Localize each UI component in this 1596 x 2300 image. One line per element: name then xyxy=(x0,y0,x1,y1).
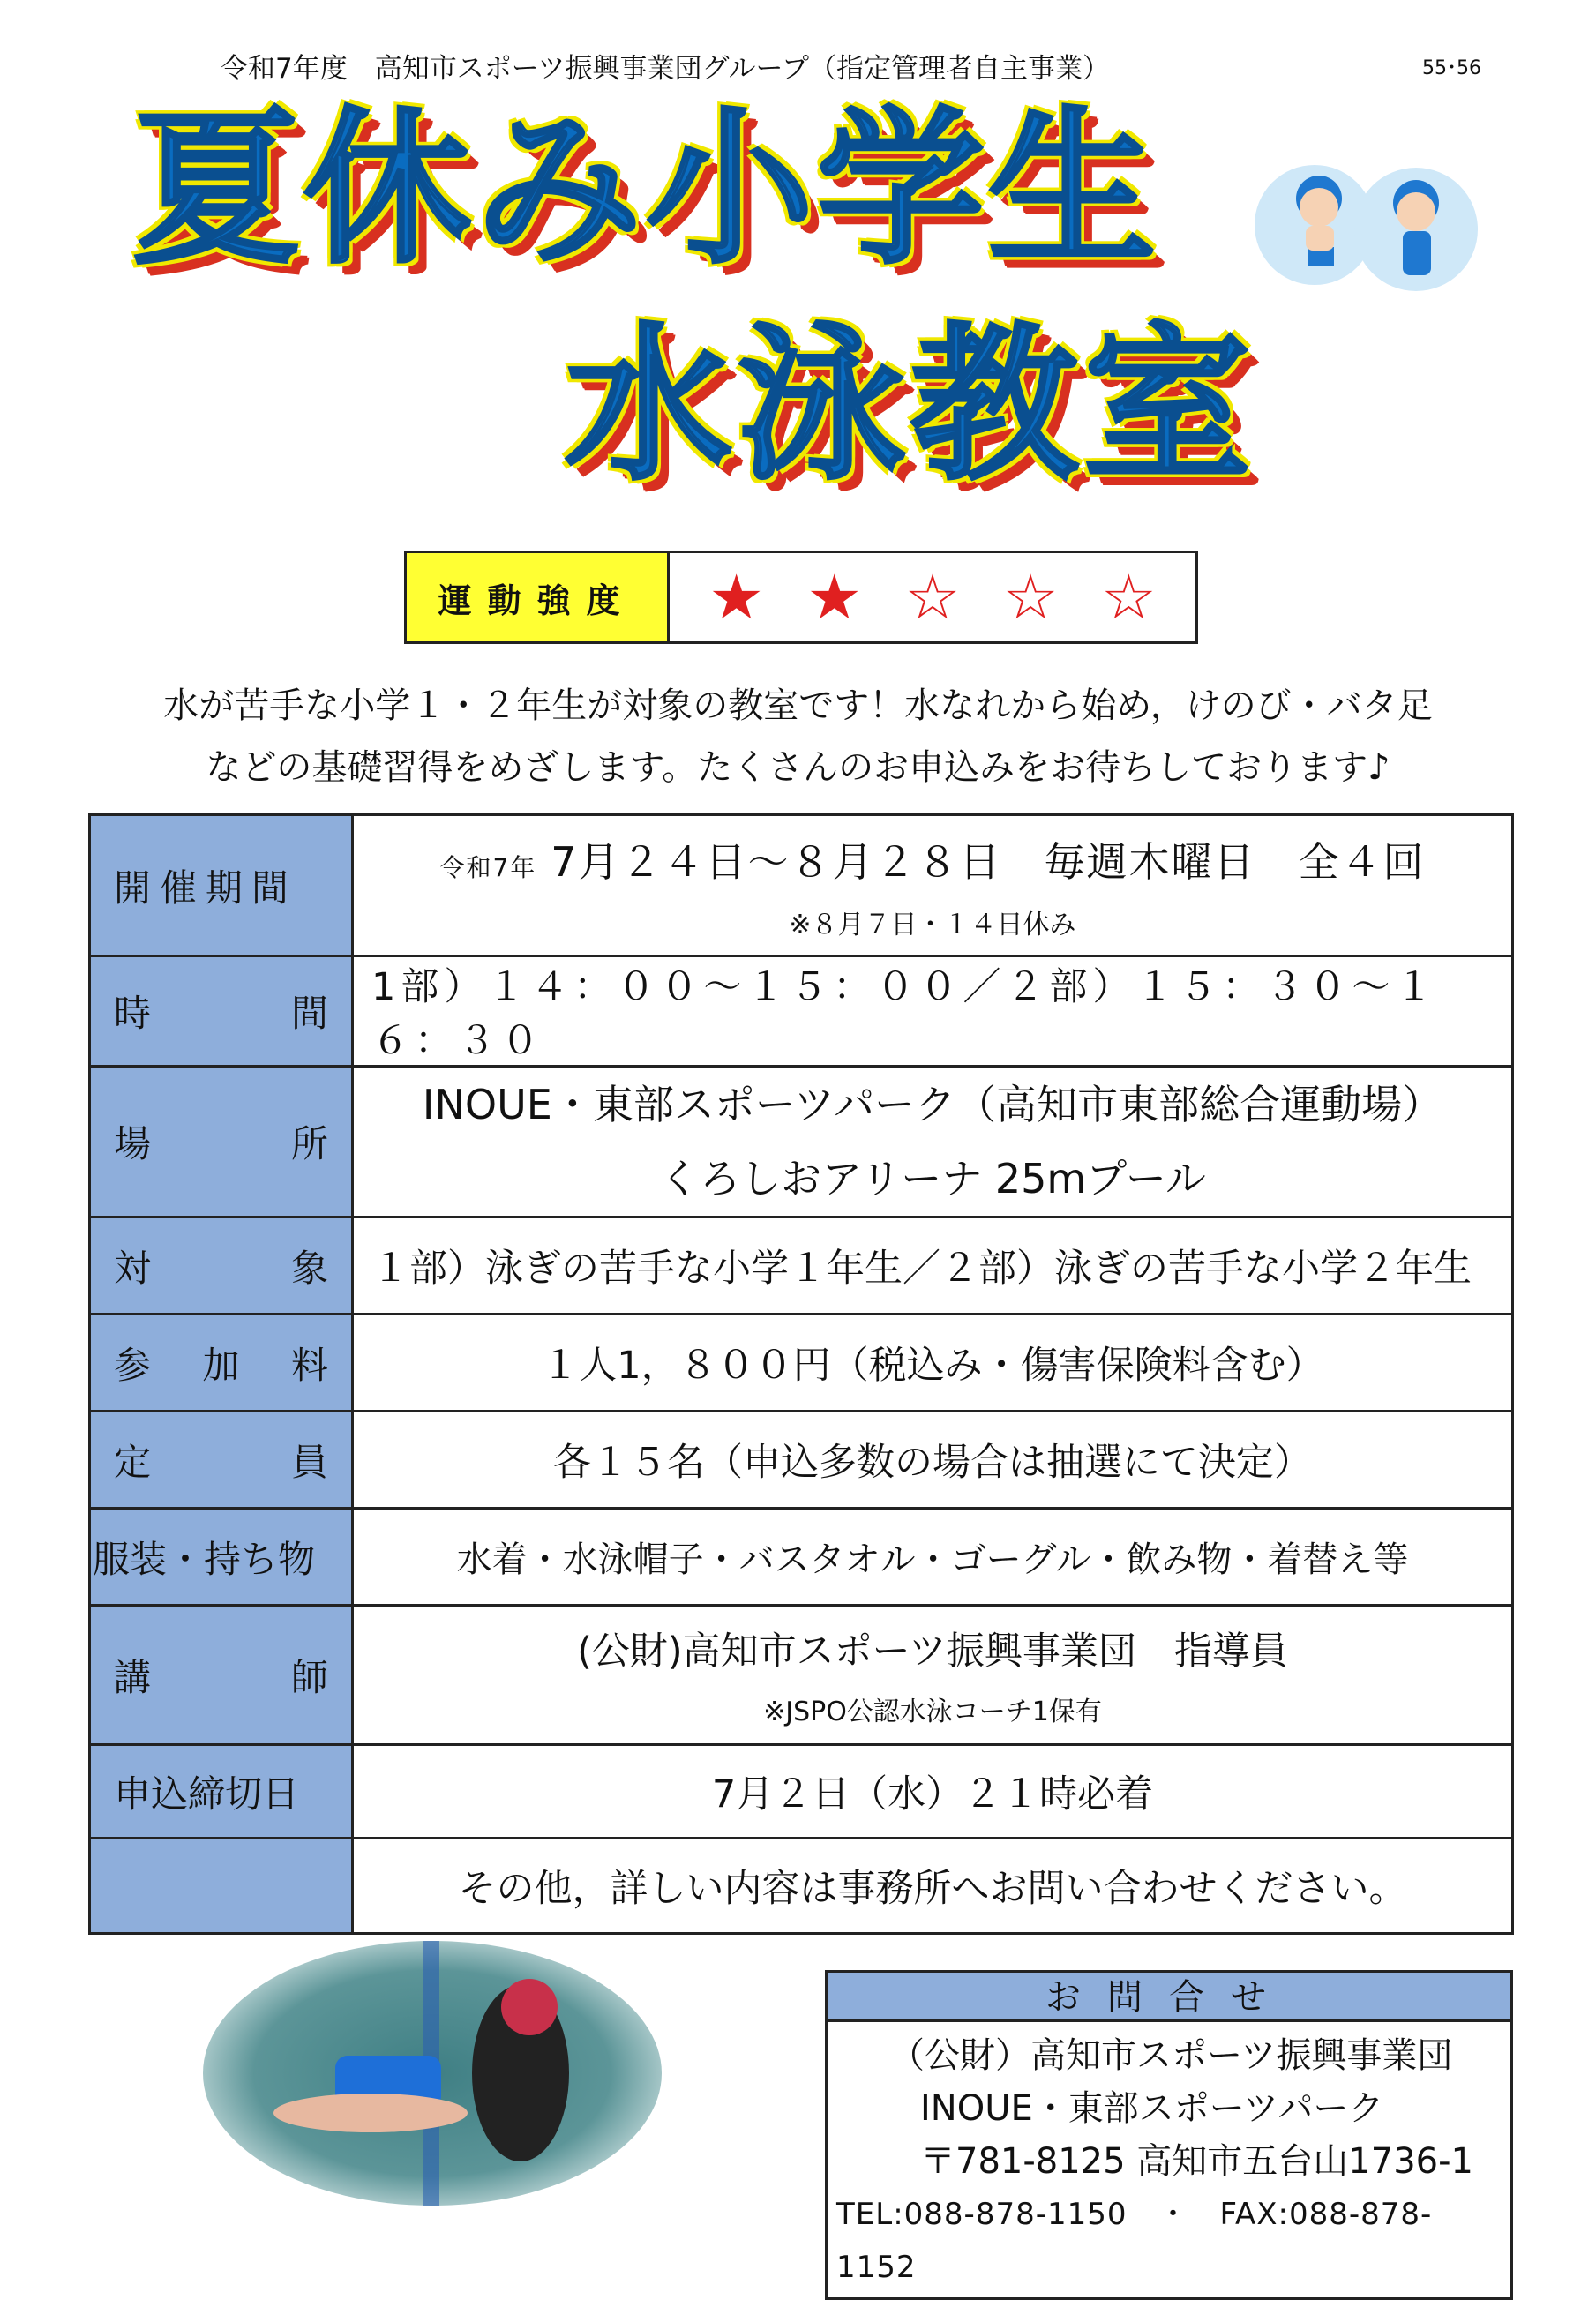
kid1-face xyxy=(1300,188,1338,227)
value-other: その他，詳しい内容は事務所へお問い合わせください。 xyxy=(353,1839,1513,1934)
contact-box xyxy=(825,1970,1513,2300)
value-place xyxy=(353,1067,1513,1217)
intensity-stars xyxy=(670,553,1195,641)
kid1-body xyxy=(1306,226,1334,251)
value-capacity: 各１５名（申込多数の場合は抽選にて決定） xyxy=(353,1412,1513,1509)
details-table xyxy=(88,813,1514,1935)
contact-facility: INOUE・東部スポーツパーク xyxy=(920,2088,1384,2129)
period-era: 令和7年 xyxy=(439,852,537,882)
place-line-1: INOUE・東部スポーツパーク（高知市東部総合運動場） xyxy=(422,1081,1443,1128)
label-dress: 服装・持ち物 xyxy=(90,1509,353,1606)
label-target: 対 象 xyxy=(90,1217,353,1315)
row-period xyxy=(90,815,1513,956)
contact-address: 〒781-8125 高知市五台山1736-1 xyxy=(920,2141,1473,2182)
contact-org: （公財）高知市スポーツ振興事業団 xyxy=(889,2035,1453,2076)
header-subtitle: 令和7年度 高知市スポーツ振興事業団グループ（指定管理者自主事業） xyxy=(221,53,1110,85)
kid2-body xyxy=(1403,231,1431,275)
empty-star-icon: ☆ xyxy=(904,561,961,633)
place-line-2: くろしおアリーナ 25mプール xyxy=(659,1155,1206,1202)
swimmer-kids-illustration xyxy=(1253,159,1500,318)
photo-child xyxy=(273,2094,468,2132)
value-instructor xyxy=(353,1606,1513,1745)
photo-instructor-head xyxy=(501,1979,558,2035)
empty-star-icon: ☆ xyxy=(1002,561,1059,633)
label-period: 開催期間 xyxy=(90,815,353,956)
empty-star-icon: ☆ xyxy=(1100,561,1157,633)
row-capacity xyxy=(90,1412,1513,1509)
row-target xyxy=(90,1217,1513,1315)
row-instructor xyxy=(90,1606,1513,1745)
row-deadline xyxy=(90,1745,1513,1839)
intensity-label: 運動強度 xyxy=(407,553,670,641)
page-number: 55･56 xyxy=(1422,57,1481,79)
label-other-empty xyxy=(90,1839,353,1934)
value-period xyxy=(353,815,1513,956)
label-instructor: 講 師 xyxy=(90,1606,353,1745)
value-deadline: 7月２日（水）２１時必着 xyxy=(353,1745,1513,1839)
label-capacity: 定 員 xyxy=(90,1412,353,1509)
value-dress: 水着・水泳帽子・バスタオル・ゴーグル・飲み物・着替え等 xyxy=(353,1509,1513,1606)
intro-line-2: などの基礎習得をめざします。たくさんのお申込みをお待ちしております♪ xyxy=(206,747,1390,788)
label-deadline: 申込締切日 xyxy=(90,1745,353,1839)
value-fee: １人1，８００円（税込み・傷害保険料含む） xyxy=(353,1315,1513,1412)
instructor-name: (公財)高知市スポーツ振興事業団 指導員 xyxy=(577,1629,1288,1674)
contact-phone-fax: TEL:088-878-1150 ・ FAX:088-878-1152 xyxy=(836,2197,1433,2285)
filled-star-icon: ★ xyxy=(708,561,764,633)
title-line-2: 水泳教室 xyxy=(565,308,1257,503)
intro-line-1: 水が苦手な小学１・２年生が対象の教室です！水なれから始め，けのび・バタ足 xyxy=(163,686,1433,726)
label-time: 時 間 xyxy=(90,956,353,1067)
row-other xyxy=(90,1839,1513,1934)
row-fee xyxy=(90,1315,1513,1412)
swimming-lesson-photo xyxy=(203,1941,662,2206)
contact-heading: お問合せ xyxy=(828,1973,1510,2022)
row-dress xyxy=(90,1509,1513,1606)
title-line-1: 夏休み小学生 xyxy=(132,92,1160,287)
row-place xyxy=(90,1067,1513,1217)
exercise-intensity-box xyxy=(404,551,1198,644)
period-note: ※８月７日・１４日休み xyxy=(789,909,1076,940)
value-target: １部）泳ぎの苦手な小学１年生／２部）泳ぎの苦手な小学２年生 xyxy=(353,1217,1513,1315)
kid2-face xyxy=(1397,192,1435,231)
label-fee: 参 加 料 xyxy=(90,1315,353,1412)
label-place: 場 所 xyxy=(90,1067,353,1217)
period-dates: 7月２４日～８月２８日 毎週木曜日 全４回 xyxy=(551,837,1426,886)
filled-star-icon: ★ xyxy=(806,561,863,633)
value-time: 1部）１４：００～１５：００／２部）１５：３０～１６：３０ xyxy=(353,956,1513,1067)
row-time xyxy=(90,956,1513,1067)
instructor-note: ※JSPO公認水泳コーチ1保有 xyxy=(763,1697,1102,1727)
